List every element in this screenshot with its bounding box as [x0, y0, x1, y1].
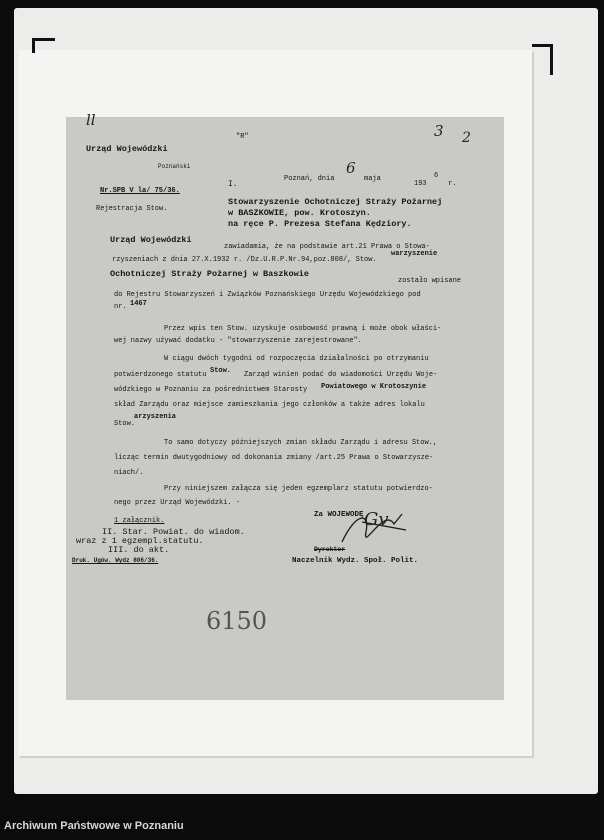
- para3-line-3: wódzkiego w Poznaniu za pośrednictwem Starosty: [114, 386, 308, 394]
- signature-line-2: Dyrektor: [314, 546, 346, 553]
- para3-line-1: W ciągu dwóch tygodni od rozpoczęcia działalności po otrzymaniu: [164, 355, 429, 363]
- scanned-letter: [66, 111, 504, 700]
- para3-typed-stow: Stow.: [210, 367, 232, 375]
- top-left-handwritten-mark: ll: [86, 111, 96, 129]
- print-reference: Druk. Ugów. Wydz 806/36.: [72, 557, 159, 564]
- register-no-label: nr.: [114, 303, 127, 311]
- addressee-roman: I.: [228, 180, 238, 189]
- signature-line-3: Naczelnik Wydz. Społ. Polit.: [292, 557, 419, 565]
- distribution-line-3: III. do akt.: [108, 545, 170, 555]
- date-month: maja: [364, 175, 381, 183]
- date-year-suffix: r.: [448, 180, 457, 188]
- place-date-prefix: Poznań, dnia: [284, 175, 335, 183]
- para3-line-2: potwierdzonego statutu: [114, 371, 207, 379]
- para4-line-3: niach/.: [114, 469, 144, 477]
- mount-corner-right: [532, 44, 553, 75]
- page-number-handwritten-2: 2: [462, 130, 471, 146]
- body-line-2-typed: warzyszenie: [391, 250, 438, 258]
- archive-footer: Archiwum Państwowe w Poznaniu: [4, 820, 184, 832]
- distribution-line-1: II. Star. Powiat. do wiadom.: [102, 527, 245, 537]
- addressee-line-3: na ręce P. Prezesa Stefana Kędziory.: [228, 219, 412, 229]
- para3-line-5: Stow.: [114, 420, 136, 428]
- office-name: Urząd Wojewódzki: [86, 144, 168, 154]
- date-year-prefix: 193: [414, 180, 427, 188]
- date-year-digit: 6: [434, 172, 439, 180]
- para4-line-1: To samo dotyczy późniejszych zmian składu Zarządu i adresu Stow.,: [164, 439, 438, 447]
- para3-typed-assoc: arzyszenia: [134, 413, 177, 421]
- addressee-line-2: w BASZKOWIE, pow. Krotoszyn.: [228, 208, 371, 218]
- page-number-handwritten: 3: [434, 122, 444, 140]
- city-name: Poznański: [158, 163, 191, 170]
- body-line-4: do Rejestru Stowarzyszeń i Związków Poznańskiego Urzędu Wojewódzkiego pod: [114, 291, 421, 299]
- para5-line-2: nego przez Urząd Wojewódzki. -: [114, 499, 241, 507]
- para3-typed-county: Powiatowego w Krotoszynie: [321, 383, 427, 391]
- registry-label: Rejestracja Stow.: [96, 205, 168, 213]
- mount-corner-left: [32, 38, 55, 53]
- reference-number: Nr.SPB V la/ 75/36.: [100, 187, 180, 195]
- enclosure-note: 1 załącznik.: [114, 517, 165, 525]
- body-line-3: zostało wpisane: [398, 277, 462, 285]
- para4-line-2: licząc termin dwutygodniowy od dokonania zmiany /art.25 Prawa o Stowarzysze-: [114, 454, 434, 462]
- body-line-1: zawiadamia, że na podstawie art.21 Prawa o Stowa-: [224, 243, 430, 251]
- addressee-line-1: Stowarzyszenie Ochotniczej Straży Pożarnej: [228, 197, 443, 207]
- association-name: Ochotniczej Straży Pożarnej w Baszkowie: [110, 269, 309, 279]
- mark-r: "R": [236, 133, 249, 141]
- signature-initials: Gv: [364, 509, 389, 530]
- para5-line-1: Przy niniejszem załącza się jeden egzemplarz statutu potwierdzo-: [164, 485, 433, 493]
- register-number: 1467: [130, 300, 147, 308]
- signature-scribble: [336, 502, 416, 552]
- para2-line-1: Przez wpis ten Stow. uzyskuje osobowość prawną i może obok właści-: [164, 325, 442, 333]
- body-line-2: rzyszeniach z dnia 27.X.1932 r. /Dz.U.R.P.Nr.94,poz.808/, Stow.: [112, 256, 377, 264]
- date-day: 6: [346, 159, 356, 177]
- para2-line-2: wej nazwy używać dodatku - "stowarzyszenie zarejestrowane".: [114, 337, 362, 345]
- para3-line-2b: Zarząd winien podać do wiadomości Urzędu Woje-: [244, 371, 438, 379]
- para3-line-4: skład Zarządu oraz miejsce zamieszkania jego członków a także adres lokalu: [114, 401, 425, 409]
- archive-number-handwritten: 6150: [206, 607, 268, 635]
- signature-line-1: Za WOJEWODĘ: [314, 511, 364, 519]
- body-office: Urząd Wojewódzki: [110, 235, 192, 245]
- distribution-line-2: wraz z 1 egzempl.statutu.: [76, 536, 204, 546]
